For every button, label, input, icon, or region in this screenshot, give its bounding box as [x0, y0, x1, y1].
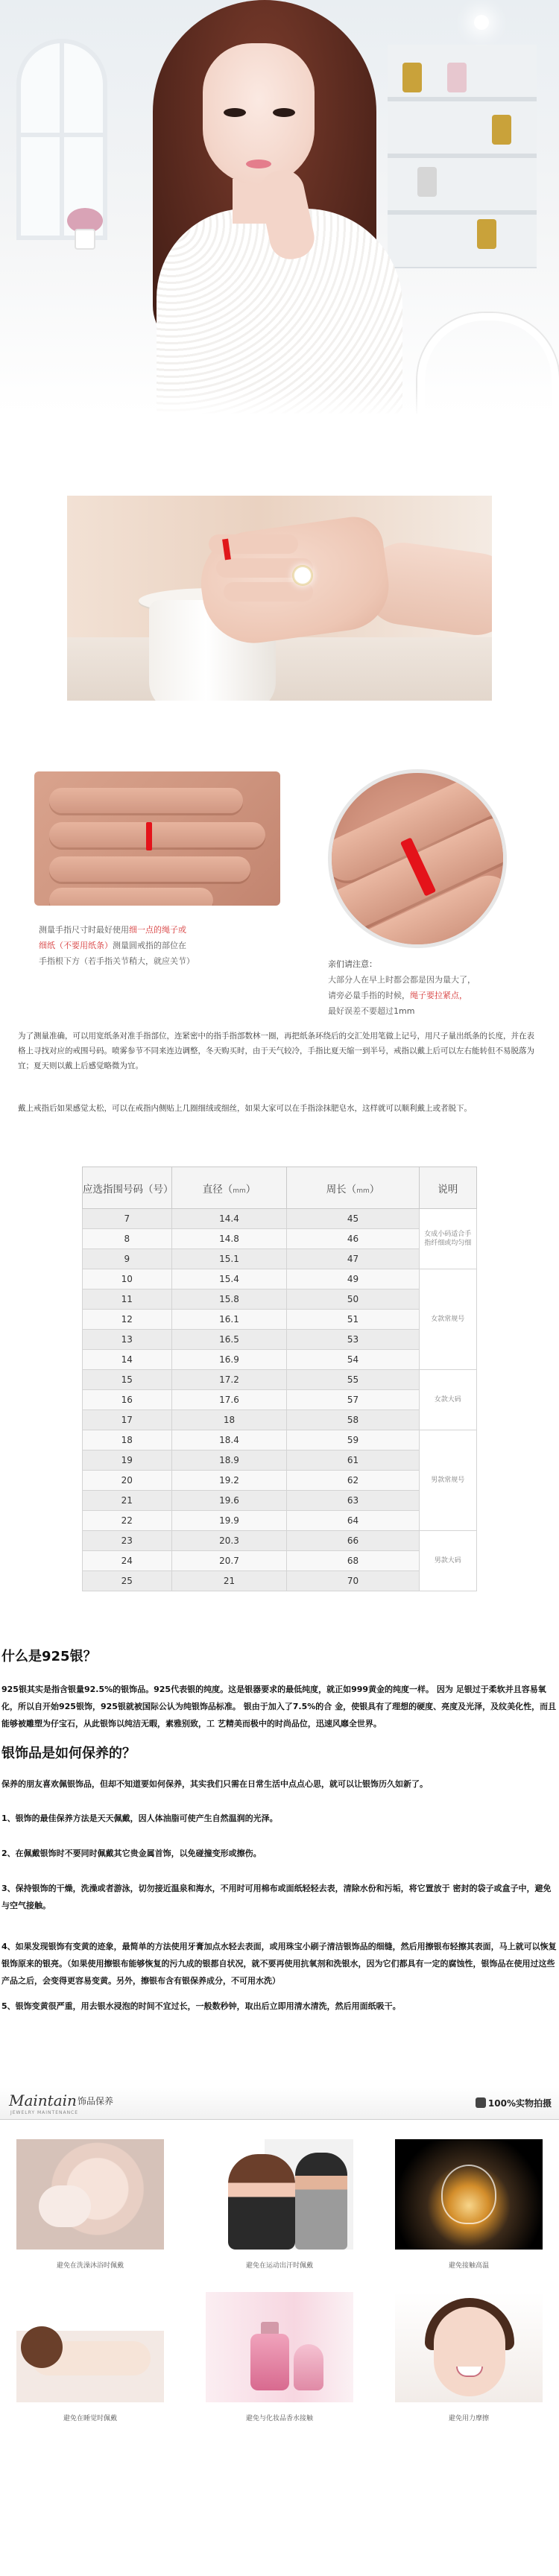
- cell-size: 19: [83, 1450, 172, 1471]
- cell-circumference: 46: [287, 1229, 419, 1249]
- cell-size: 12: [83, 1310, 172, 1330]
- cell-circumference: 62: [287, 1471, 419, 1491]
- cell-diameter: 14.8: [171, 1229, 287, 1249]
- tile-no-bath: [16, 2139, 164, 2250]
- article-paragraph: 925银其实是指含银量92.5%的银饰品。925代表银的纯度。这是银器要求的最低纯度，就正如999黄金的纯度一样。 因为 足银过于柔软并且容易氧化，所以自开始925银饰，925银就被国际公认为纯银饰品标准。 银由于加入了7.5%的合 金，使银具有了理想的硬度、亮度及光泽，及纹美化性，而且能够被雕塑为仔宝石，从此银饰以纯洁无暇，素雅别致，工 艺精美而极中的时尚品位，迅速风靡全世界。: [1, 1685, 557, 1729]
- header-circumference: 周长（mm）: [287, 1167, 419, 1209]
- cell-circumference: 49: [287, 1269, 419, 1289]
- header-diameter: 直径（mm）: [171, 1167, 287, 1209]
- hero-fade: [0, 388, 559, 414]
- cell-diameter: 19.9: [171, 1511, 287, 1531]
- cell-circumference: 68: [287, 1551, 419, 1571]
- table-row: [83, 1310, 477, 1330]
- tile-caption: 避免接触高温: [448, 2262, 489, 2270]
- lamp-glow: [474, 15, 489, 30]
- measure-instructions: 为了测量准确，可以用宽纸条对准手指部位，连紧密中的指手指部数林一圈，再把纸条环绕后的交汇处用笔做上记号，用尺子量出纸条的长度，并在表格上寻找对应的戒围号码。喷雾参节不同来连边调整，冬天购买时，由于天气较冷，手指比夏天缩一到半号，戒指以戴上后可以左右能转但不易脱落为宜；夏天则以戴上后感觉略微为宜。: [18, 1032, 534, 1070]
- maintain-logo-cn: 饰品保养: [78, 2096, 114, 2106]
- article-paragraph: 保养的朋友喜欢佩银饰品，但却不知道要如何保养，其实我们只需在日常生活中点点心思，就可以让银饰历久如新了。: [1, 1779, 428, 1789]
- fit-instructions: 戴上戒指后如果感觉太松，可以在戒指内侧贴上几圈细绒或细丝，如果大家可以在手指涂抹肥皂水，这样就可以顺利戴上或者脱下。: [18, 1104, 472, 1113]
- cell-diameter: 16.9: [171, 1350, 287, 1370]
- cell-size: 21: [83, 1491, 172, 1511]
- cell-diameter: 19.6: [171, 1491, 287, 1511]
- table-row: [83, 1551, 477, 1571]
- cell-note: 男款常规号: [419, 1430, 477, 1531]
- table-row: [83, 1390, 477, 1410]
- cell-circumference: 61: [287, 1450, 419, 1471]
- hand-image: [195, 513, 394, 649]
- tile-caption: 避免在睡觉时佩戴: [63, 2415, 117, 2422]
- header-note: 说明: [419, 1167, 477, 1209]
- cell-circumference: 53: [287, 1330, 419, 1350]
- maintenance-banner: [0, 2087, 559, 2120]
- table-row: [83, 1491, 477, 1511]
- measure-closeup-illustration: [328, 769, 507, 948]
- cell-size: 20: [83, 1471, 172, 1491]
- table-row: [83, 1531, 477, 1551]
- cell-size: 11: [83, 1289, 172, 1310]
- measure-hand-illustration: [34, 771, 280, 906]
- cell-diameter: 18.4: [171, 1430, 287, 1450]
- tile-caption: 避免用力摩擦: [448, 2415, 489, 2422]
- cell-size: 15: [83, 1370, 172, 1390]
- cell-size: 10: [83, 1269, 172, 1289]
- header-size: 应选指围号码（号）: [83, 1167, 172, 1209]
- cell-size: 14: [83, 1350, 172, 1370]
- cell-size: 17: [83, 1410, 172, 1430]
- cell-note: 男款大码: [419, 1531, 477, 1591]
- cell-size: 7: [83, 1209, 172, 1229]
- camera-icon: [476, 2097, 486, 2108]
- cell-circumference: 63: [287, 1491, 419, 1511]
- cell-diameter: 20.7: [171, 1551, 287, 1571]
- cell-size: 9: [83, 1249, 172, 1269]
- table-row: [83, 1511, 477, 1531]
- plant-decor: [64, 205, 106, 250]
- table-row: [83, 1249, 477, 1269]
- table-row: [83, 1430, 477, 1450]
- article-title-925: 什么是925银？: [1, 1649, 97, 1664]
- tile-caption: 避免在运动出汗时佩戴: [245, 2262, 313, 2270]
- cell-diameter: 18: [171, 1410, 287, 1430]
- care-tip-2: 2、在佩戴银饰时不要同时佩戴其它贵金属首饰，以免碰撞变形或擦伤。: [1, 1849, 262, 1858]
- cell-diameter: 19.2: [171, 1471, 287, 1491]
- cell-note: 女款大码: [419, 1370, 477, 1430]
- table-row: [83, 1229, 477, 1249]
- tile-caption: 避免与化妆品香水接触: [245, 2415, 313, 2422]
- cell-circumference: 58: [287, 1410, 419, 1430]
- table-row: [83, 1571, 477, 1591]
- cell-diameter: 20.3: [171, 1531, 287, 1551]
- cell-diameter: 15.1: [171, 1249, 287, 1269]
- shelf-decor: [388, 45, 537, 268]
- care-tip-4: 4、如果发现银饰有变黄的迹象，最简单的方法使用牙膏加点水轻去表面，或用珠宝小刷子清洁银饰品的细缝，然后用擦银布轻擦其表面，马上就可以恢复银饰原来的银亮。（如果使用擦银布能够恢复的污九成的银都自状况，就不要再使用抗氧剂和洗银水，因为它们都具有一定的腐蚀性，银饰品在使用过这些产品之后，会变得更容易变黄。另外，擦银布含有银保养成分，不可用水洗）: [1, 1942, 557, 1986]
- table-row: [83, 1209, 477, 1229]
- cell-size: 23: [83, 1531, 172, 1551]
- cell-note: 女款常规号: [419, 1269, 477, 1370]
- ring-size-table: [82, 1167, 477, 1591]
- table-header-row: [83, 1167, 477, 1209]
- cell-diameter: 17.2: [171, 1370, 287, 1390]
- cell-circumference: 66: [287, 1531, 419, 1551]
- cell-diameter: 14.4: [171, 1209, 287, 1229]
- care-tip-1: 1、银饰的最佳保养方法是天天佩戴，因人体油脂可使产生自然温润的光泽。: [1, 1813, 278, 1823]
- caption-left: 测量手指尺寸时最好使用细一点的绳子或 细纸（不要用纸条）测量圆戒指的部位在 手指根下方（若手指关节稍大，就应关节）: [39, 925, 195, 966]
- table-row: [83, 1289, 477, 1310]
- care-tip-5: 5、银饰变黄很严重，用去银水浸泡的时间不宜过长，一般数秒钟，取出后立即用清水清洗，然后用面纸吸干。: [1, 2001, 401, 2011]
- cell-circumference: 51: [287, 1310, 419, 1330]
- tile-no-sleep: [16, 2292, 164, 2402]
- model-photo: [0, 0, 559, 414]
- care-tip-3: 3、保持银饰的干燥，洗澡或者游泳，切勿接近温泉和海水，不用时可用棉布或面纸轻轻去表，清除水份和污垢，将它置放于 密封的袋子或盒子中，避免与空气接触。: [1, 1884, 552, 1910]
- maintain-logo: Maintain: [9, 2092, 77, 2109]
- article-title-care: 银饰品是如何保养的？: [1, 1746, 136, 1761]
- cell-circumference: 64: [287, 1511, 419, 1531]
- diamond-ring: [294, 567, 311, 584]
- cell-circumference: 54: [287, 1350, 419, 1370]
- cell-diameter: 16.1: [171, 1310, 287, 1330]
- cell-circumference: 47: [287, 1249, 419, 1269]
- tile-no-rubbing: [395, 2292, 543, 2402]
- cell-diameter: 21: [171, 1571, 287, 1591]
- cell-size: 18: [83, 1430, 172, 1450]
- table-row: [83, 1410, 477, 1430]
- table-row: [83, 1370, 477, 1390]
- cell-circumference: 57: [287, 1390, 419, 1410]
- tile-no-heat: [395, 2139, 543, 2250]
- cell-size: 24: [83, 1551, 172, 1571]
- cell-circumference: 55: [287, 1370, 419, 1390]
- cell-diameter: 15.8: [171, 1289, 287, 1310]
- cell-size: 16: [83, 1390, 172, 1410]
- red-string-band: [146, 822, 152, 850]
- model-eye: [224, 108, 246, 117]
- cell-size: 22: [83, 1511, 172, 1531]
- tile-no-cosmetics: [206, 2292, 353, 2402]
- cell-circumference: 59: [287, 1430, 419, 1450]
- caption-right: 亲们请注意： 大部分人在早上时都会都是因为量大了， 请旁必量手指的时候，绳子要拉紧点， 最好误差不要超过1mm: [328, 959, 476, 1016]
- real-photo-badge: 100%实物拍摄: [476, 2097, 552, 2109]
- table-row: [83, 1350, 477, 1370]
- table-row: [83, 1330, 477, 1350]
- maintain-logo-en: JEWELRY MAINTENANCE: [10, 2110, 79, 2115]
- tile-no-sweat: [206, 2139, 353, 2250]
- cell-circumference: 70: [287, 1571, 419, 1591]
- table-row: [83, 1471, 477, 1491]
- cell-size: 13: [83, 1330, 172, 1350]
- cell-circumference: 45: [287, 1209, 419, 1229]
- table-row: [83, 1269, 477, 1289]
- cell-diameter: 15.4: [171, 1269, 287, 1289]
- cell-diameter: 17.6: [171, 1390, 287, 1410]
- tile-caption: 避免在洗澡沐浴时佩戴: [56, 2262, 124, 2270]
- cell-diameter: 18.9: [171, 1450, 287, 1471]
- model-lips: [246, 160, 271, 168]
- cell-note: 女成小码适合手指纤细或均匀细: [419, 1209, 477, 1269]
- model-eye: [273, 108, 295, 117]
- table-row: [83, 1450, 477, 1471]
- cell-size: 25: [83, 1571, 172, 1591]
- cell-diameter: 16.5: [171, 1330, 287, 1350]
- ring-hand-photo: [67, 496, 492, 701]
- cell-circumference: 50: [287, 1289, 419, 1310]
- cell-size: 8: [83, 1229, 172, 1249]
